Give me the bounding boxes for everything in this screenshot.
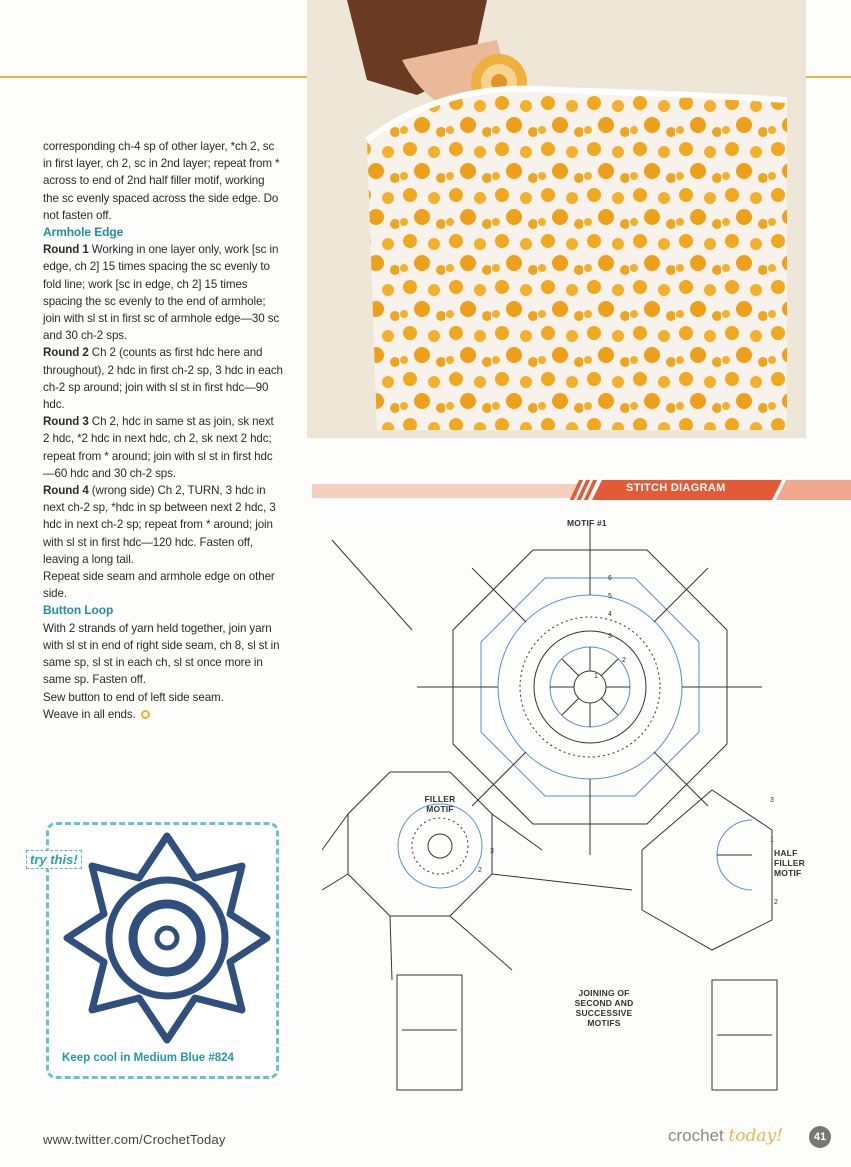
filler-label: FILLER MOTIF: [424, 794, 456, 814]
round-number: 3: [608, 633, 612, 640]
round-number: 2: [622, 657, 626, 664]
round-4: Round 4 (wrong side) Ch 2, TURN, 3 hdc in next ch-2 sp, *hdc in sp between next 2 hdc, 3 hdc in next ch-2 sp; repeat from * around; join with sl st in first hdc—120 hdc. Fasten off, leaving a long tail.: [43, 484, 276, 566]
button-loop-heading: Button Loop: [43, 603, 114, 618]
round-1: Round 1 Working in one layer only, work [sc in edge, ch 2] 15 times spacing the sc evenly to fold line; work [sc in edge, ch 2] 15 times spacing the sc evenly to the end of armhole; join with sl st in first sc of armhole edge—30 sc and 30 ch-2 sps.: [43, 243, 280, 343]
round-number: 1: [594, 673, 598, 680]
half-number: 3: [770, 797, 774, 804]
button-loop-line3: Weave in all ends.: [43, 706, 283, 723]
filler-number: 2: [478, 867, 482, 874]
footer-url[interactable]: www.twitter.com/CrochetToday: [43, 1132, 226, 1147]
round-number: 6: [608, 575, 612, 582]
repeat-note: Repeat side seam and armhole edge on other side.: [43, 570, 275, 601]
filler-number: 3: [490, 848, 494, 855]
half-filler-label: HALF FILLER MOTIF: [774, 848, 805, 878]
armhole-heading: Armhole Edge: [43, 225, 124, 240]
round-number: 5: [608, 593, 612, 600]
half-number: 2: [774, 899, 778, 906]
stitch-diagram-banner: [312, 478, 851, 502]
top-rule-left: [0, 76, 308, 78]
instructions-column: [43, 138, 283, 723]
end-mark-icon: [141, 710, 150, 719]
round-2: Round 2 Ch 2 (counts as first hdc here and throughout), 2 hdc in first ch-2 sp, 3 hdc in each ch-2 sp around; join with sl st in first hdc—90 hdc.: [43, 346, 283, 412]
stitch-diagram: [312, 510, 812, 1110]
half-number: 1: [770, 837, 774, 844]
magazine-logo: crochet today!: [668, 1126, 784, 1146]
button-loop-line2: Sew button to end of left side seam.: [43, 690, 224, 704]
model-photo: [307, 0, 806, 438]
blue-motif-swatch: [62, 828, 272, 1048]
try-this-caption: Keep cool in Medium Blue #824: [62, 1052, 234, 1064]
round-number: 4: [608, 611, 612, 618]
stitch-diagram-title: STITCH DIAGRAM: [626, 482, 726, 494]
motif-label: MOTIF #1: [567, 518, 607, 528]
try-this-tag: try this!: [26, 850, 82, 869]
joining-label: JOINING OF SECOND AND SUCCESSIVE MOTIFS: [574, 988, 634, 1028]
continuation-text: corresponding ch-4 sp of other layer, *ch 2, sc in first layer, ch 2, sc in 2nd layer; repeat from * across to end of 2nd half filler motif, working the sc evenly spaced across the side edge. Do not fasten off.: [43, 140, 280, 222]
top-rule-right: [806, 76, 851, 78]
button-loop-text: With 2 strands of yarn held together, join yarn with sl st in end of right side seam, ch 8, sl st in same sp, sl st in each ch, sl st once more in same sp. Fasten off.: [43, 621, 280, 687]
page-number: 41: [809, 1126, 831, 1148]
diagram-drawing: [312, 510, 812, 1110]
round-3: Round 3 Ch 2, hdc in same st as join, sk next 2 hdc, *2 hdc in next hdc, ch 2, sk next 2 hdc; repeat from * around; join with sl st in first hdc—60 hdc and 30 ch-2 sps.: [43, 415, 274, 480]
